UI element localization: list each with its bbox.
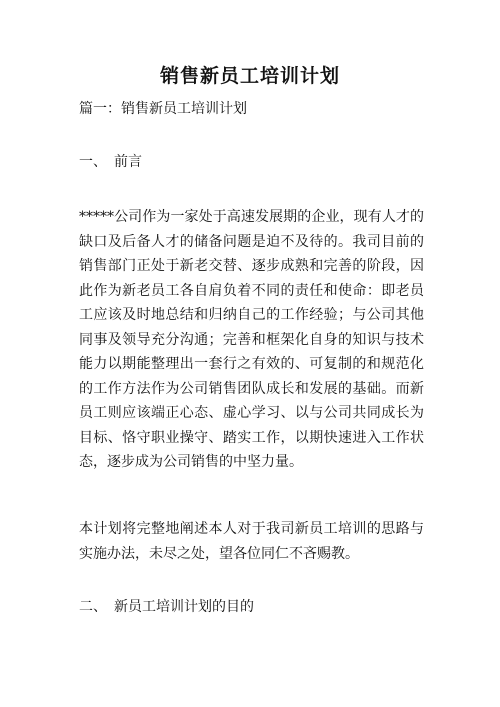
- document-title: 销售新员工培训计划: [159, 65, 340, 87]
- section-heading-preface: 一、 前言: [79, 154, 142, 170]
- paragraph-preface: *****公司作为一家处于高速发展期的企业，现有人才的缺口及后备人才的储备问题是迫不及待的。我司目前的销售部门正处于新老交替、逐步成熟和完善的阶段，因此作为新老员工各自肩负着不同的责任和使命：即老员工应该及时地总结和归纳自己的工作经验；与公司其他同事及领导充分沟通；完善和框架化自身的知识与技术能力以期能整理出一套行之有效的、可复制的和规范化的工作方法作为公司销售团队成长和发展的基础。而新员工则应该端正心态、虚心学习、以与公司共同成长为目标、恪守职业操守、踏实工作，以期快速进入工作状态，逐步成为公司销售的中坚力量。: [79, 209, 424, 470]
- section-heading-purpose: 二、 新员工培训计划的目的: [79, 599, 254, 615]
- document-subtitle: 篇一：销售新员工培训计划: [79, 101, 247, 117]
- paragraph-plan-intro: 本计划将完整地阐述本人对于我司新员工培训的思路与实施办法，未尽之处，望各位同仁不吝赐教。: [79, 521, 424, 562]
